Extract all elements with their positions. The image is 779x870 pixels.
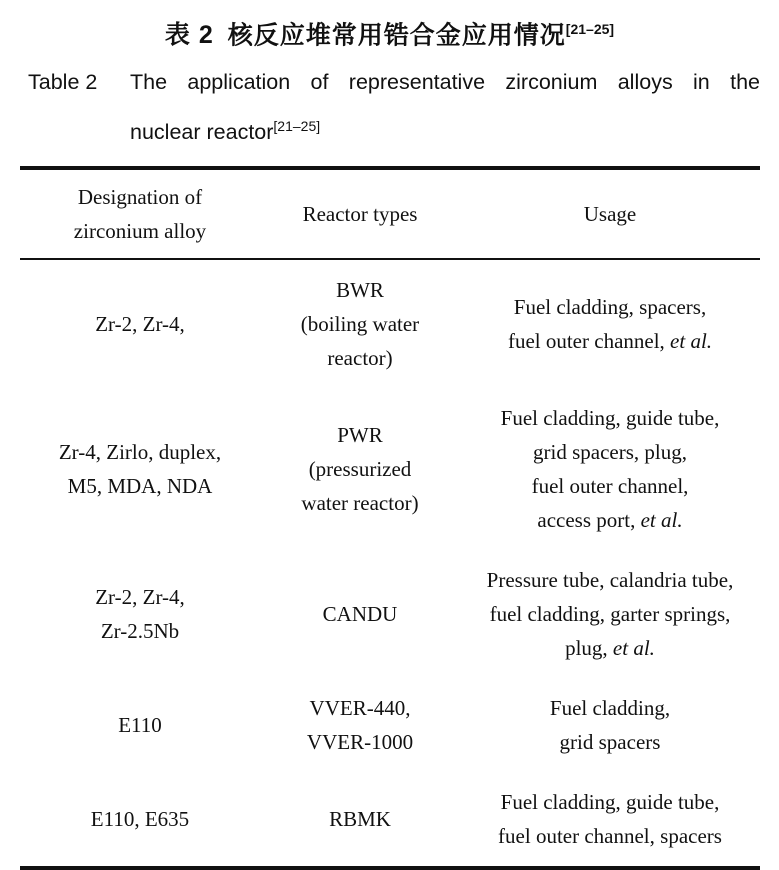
- cell-line: Zr-2, Zr-4,: [95, 585, 185, 610]
- cell-line: reactor): [327, 346, 393, 371]
- citation-superscript: [21–25]: [565, 21, 615, 37]
- cell-usage: [460, 785, 760, 853]
- cell-line: E110: [118, 713, 162, 738]
- table: [20, 166, 760, 870]
- cell-alloy: [20, 435, 260, 503]
- cell-line: Pressure tube, calandria tube,: [486, 568, 734, 593]
- cell-line: M5, MDA, NDA: [67, 474, 213, 499]
- cell-usage: [460, 563, 760, 665]
- title-en-line1: The application of representative zirconium alloys in the: [130, 70, 760, 95]
- title-cn-text: 核反应堆常用锆合金应用情况: [227, 21, 566, 50]
- cell-alloy: [20, 307, 260, 341]
- table-row: [20, 388, 760, 550]
- table-body: [20, 260, 760, 866]
- cell-line: access port, et al.: [537, 508, 683, 533]
- cell-line: fuel outer channel, et al.: [507, 329, 713, 354]
- table-title-english: [0, 52, 779, 154]
- table-row: [20, 260, 760, 388]
- title-en-line2-text: nuclear reactor: [130, 120, 274, 145]
- title-en-lines: [130, 60, 760, 154]
- cell-reactor: [260, 597, 460, 631]
- table-row: [20, 678, 760, 772]
- italic-phrase: et al.: [640, 508, 683, 533]
- cell-line: Fuel cladding, guide tube,: [500, 790, 720, 815]
- cell-alloy: [20, 708, 260, 742]
- cell-line: fuel outer channel, spacers: [498, 824, 722, 849]
- cell-line: plug, et al.: [565, 636, 655, 661]
- citation-superscript: [21–25]: [273, 118, 321, 135]
- cell-alloy: [20, 802, 260, 836]
- cell-usage: [460, 691, 760, 759]
- cell-line: RBMK: [329, 807, 391, 832]
- cell-line: Zr-4, Zirlo, duplex,: [58, 440, 222, 465]
- table-header-row: [20, 170, 760, 260]
- title-en-line2: [130, 104, 760, 154]
- cell-line: BWR: [336, 278, 384, 303]
- cell-line: (pressurized: [308, 457, 412, 482]
- cell-reactor: [260, 691, 460, 759]
- cell-line: Zr-2.5Nb: [100, 619, 180, 644]
- header-cell-reactor: [260, 197, 460, 231]
- cell-line: water reactor): [301, 491, 419, 516]
- cell-line: Usage: [583, 202, 637, 227]
- cell-line: fuel cladding, garter springs,: [489, 602, 731, 627]
- header-cell-usage: [460, 197, 760, 231]
- cell-reactor: [260, 418, 460, 520]
- cell-reactor: [260, 802, 460, 836]
- cell-line: fuel outer channel,: [531, 474, 689, 499]
- cell-line: CANDU: [322, 602, 398, 627]
- cell-line: Zr-2, Zr-4,: [95, 312, 185, 337]
- cell-line: zirconium alloy: [73, 219, 207, 244]
- table-row: [20, 550, 760, 678]
- cell-usage: [460, 401, 760, 537]
- cell-line: Reactor types: [302, 202, 418, 227]
- cell-line: VVER-1000: [306, 730, 414, 755]
- cell-line: Fuel cladding, guide tube,: [500, 406, 720, 431]
- header-cell-alloy: [20, 180, 260, 248]
- cell-line: grid spacers: [559, 730, 661, 755]
- cell-line: VVER-440,: [309, 696, 411, 721]
- table-title-chinese: [0, 0, 779, 52]
- cell-line: Fuel cladding, spacers,: [513, 295, 707, 320]
- cell-line: PWR: [337, 423, 383, 448]
- cell-line: grid spacers, plug,: [533, 440, 687, 465]
- cell-reactor: [260, 273, 460, 375]
- italic-phrase: et al.: [670, 329, 713, 354]
- title-cn-label: 表 2: [164, 21, 214, 50]
- italic-phrase: et al.: [612, 636, 655, 661]
- title-en-label: Table 2: [28, 70, 98, 95]
- table-row: [20, 772, 760, 866]
- cell-line: E110, E635: [90, 807, 190, 832]
- cell-alloy: [20, 580, 260, 648]
- cell-line: Fuel cladding,: [549, 696, 671, 721]
- cell-line: Designation of: [77, 185, 203, 210]
- cell-line: (boiling water: [300, 312, 420, 337]
- cell-usage: [460, 290, 760, 358]
